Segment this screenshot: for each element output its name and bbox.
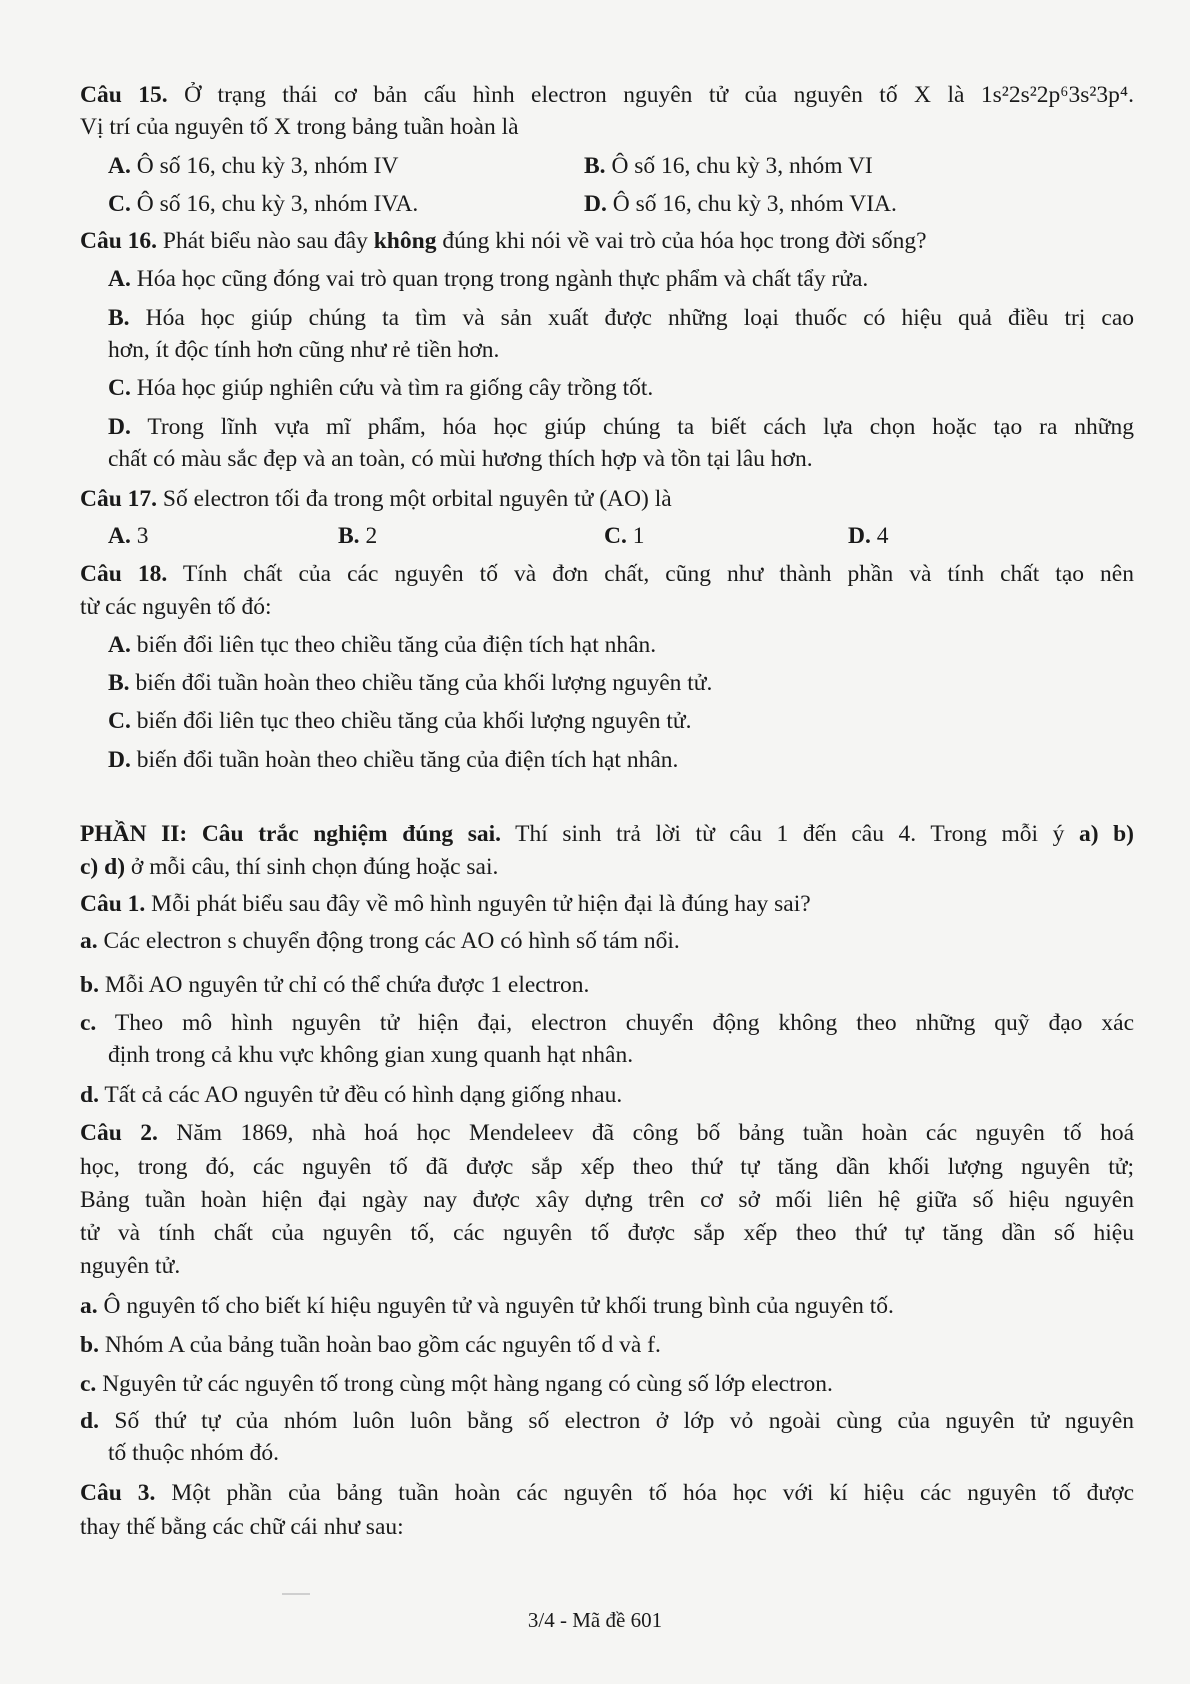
c1-item-d: d. Tất cả các AO nguyên tử đều có hình dạng giống nhau. (80, 1082, 623, 1108)
q15-option-d: D. Ô số 16, chu kỳ 3, nhóm VIA. (584, 191, 897, 217)
q18-option-a: A. biến đổi liên tục theo chiều tăng của điện tích hạt nhân. (108, 632, 657, 658)
page-footer: 3/4 - Mã đề 601 (527, 1608, 663, 1632)
c2-stem-line4: tử và tính chất của nguyên tố, các nguyên tố được sắp xếp theo thứ tự tăng dần số hiệu (80, 1220, 1134, 1246)
q15-stem-line2: Vị trí của nguyên tố X trong bảng tuần hoàn là (80, 114, 519, 140)
c3-number: Câu 3. (80, 1480, 156, 1506)
q17-option-d: D. 4 (848, 523, 889, 549)
q18-stem-line2: từ các nguyên tố đó: (80, 594, 272, 620)
q18-option-c: C. biến đổi liên tục theo chiều tăng của khối lượng nguyên tử. (108, 708, 692, 734)
q16-option-d-line2: chất có màu sắc đẹp và an toàn, có mùi hương thích hợp và tồn tại lâu hơn. (108, 446, 813, 472)
c2-stem-line1: Câu 2. Năm 1869, nhà hoá học Mendeleev đã công bố bảng tuần hoàn các nguyên tố hoá (80, 1120, 1134, 1146)
q15-number: Câu 15. (80, 82, 168, 108)
c3-stem-line2: thay thế bằng các chữ cái như sau: (80, 1514, 404, 1540)
c1-item-b: b. Mỗi AO nguyên tử chỉ có thể chứa được 1 electron. (80, 972, 590, 998)
c2-item-d-line2: tố thuộc nhóm đó. (108, 1440, 280, 1466)
q15-option-c: C. Ô số 16, chu kỳ 3, nhóm IVA. (108, 191, 419, 217)
q15-option-a: A. Ô số 16, chu kỳ 3, nhóm IV (108, 153, 399, 179)
part2-title: PHẦN II: Câu trắc nghiệm đúng sai. (80, 821, 502, 847)
q18-option-b: B. biến đổi tuần hoàn theo chiều tăng của khối lượng nguyên tử. (108, 670, 713, 696)
q16-stem: Câu 16. Phát biểu nào sau đây không đúng khi nói về vai trò của hóa học trong đời sống? (80, 228, 927, 254)
c2-number: Câu 2. (80, 1120, 158, 1146)
c1-item-c-line1: c. Theo mô hình nguyên tử hiện đại, electron chuyển động không theo những quỹ đạo xác (80, 1010, 1134, 1036)
c2-item-a: a. Ô nguyên tố cho biết kí hiệu nguyên tử và nguyên tử khối trung bình của nguyên tố. (80, 1293, 894, 1319)
c2-item-c: c. Nguyên tử các nguyên tố trong cùng một hàng ngang có cùng số lớp electron. (80, 1371, 833, 1397)
q18-option-d: D. biến đổi tuần hoàn theo chiều tăng của điện tích hạt nhân. (108, 747, 679, 773)
q16-option-a: A. Hóa học cũng đóng vai trò quan trọng trong ngành thực phẩm và chất tẩy rửa. (108, 266, 869, 292)
q17-option-b: B. 2 (338, 523, 378, 549)
part2-heading-line1: PHẦN II: Câu trắc nghiệm đúng sai. Thí sinh trả lời từ câu 1 đến câu 4. Trong mỗi ý a) b) (80, 821, 1134, 847)
c2-item-d-line1: d. Số thứ tự của nhóm luôn luôn bằng số electron ở lớp vỏ ngoài cùng của nguyên tử nguyên (80, 1408, 1134, 1434)
c2-stem-line5: nguyên tử. (80, 1253, 181, 1279)
c2-stem-line2: học, trong đó, các nguyên tố đã được sắp xếp theo thứ tự tăng dần khối lượng nguyên tử; (80, 1154, 1134, 1180)
q16-option-b-line2: hơn, ít độc tính hơn cũng như rẻ tiền hơn. (108, 337, 500, 363)
c2-item-b: b. Nhóm A của bảng tuần hoàn bao gồm các nguyên tố d và f. (80, 1332, 661, 1358)
q17-option-a: A. 3 (108, 523, 149, 549)
q16-option-c: C. Hóa học giúp nghiên cứu và tìm ra giống cây trồng tốt. (108, 375, 654, 401)
q16-number: Câu 16. (80, 228, 158, 254)
q16-option-d-line1: D. Trong lĩnh vựa mĩ phẩm, hóa học giúp chúng ta biết cách lựa chọn hoặc tạo ra những (108, 414, 1134, 440)
q15-stem-line1: Câu 15. Ở trạng thái cơ bản cấu hình electron nguyên tử của nguyên tố X là 1s²2s²2p⁶3s²3p⁴. (80, 82, 1134, 108)
q17-option-c: C. 1 (604, 523, 645, 549)
q17-number: Câu 17. (80, 486, 158, 512)
q18-stem-line1: Câu 18. Tính chất của các nguyên tố và đơn chất, cũng như thành phần và tính chất tạo nên (80, 561, 1134, 587)
c1-item-a: a. Các electron s chuyển động trong các AO có hình số tám nổi. (80, 928, 680, 954)
c1-stem: Câu 1. Mỗi phát biểu sau đây về mô hình nguyên tử hiện đại là đúng hay sai? (80, 891, 811, 917)
scan-mark (282, 1593, 310, 1595)
part2-heading-line2: c) d) ở mỗi câu, thí sinh chọn đúng hoặc sai. (80, 854, 499, 880)
c3-stem-line1: Câu 3. Một phần của bảng tuần hoàn các nguyên tố hóa học với kí hiệu các nguyên tố được (80, 1480, 1134, 1506)
q18-number: Câu 18. (80, 561, 168, 587)
c2-stem-line3: Bảng tuần hoàn hiện đại ngày nay được xây dựng trên cơ sở mối liên hệ giữa số hiệu nguyên (80, 1187, 1134, 1213)
q15-option-b: B. Ô số 16, chu kỳ 3, nhóm VI (584, 153, 873, 179)
q15-electron-config: 1s²2s²2p⁶3s²3p⁴. (980, 82, 1134, 108)
c1-item-c-line2: định trong cả khu vực không gian xung quanh hạt nhân. (108, 1042, 634, 1068)
c1-number: Câu 1. (80, 891, 146, 917)
q16-option-b-line1: B. Hóa học giúp chúng ta tìm và sản xuất được những loại thuốc có hiệu quả điều trị cao (108, 305, 1134, 331)
q17-stem: Câu 17. Số electron tối đa trong một orbital nguyên tử (AO) là (80, 486, 672, 512)
